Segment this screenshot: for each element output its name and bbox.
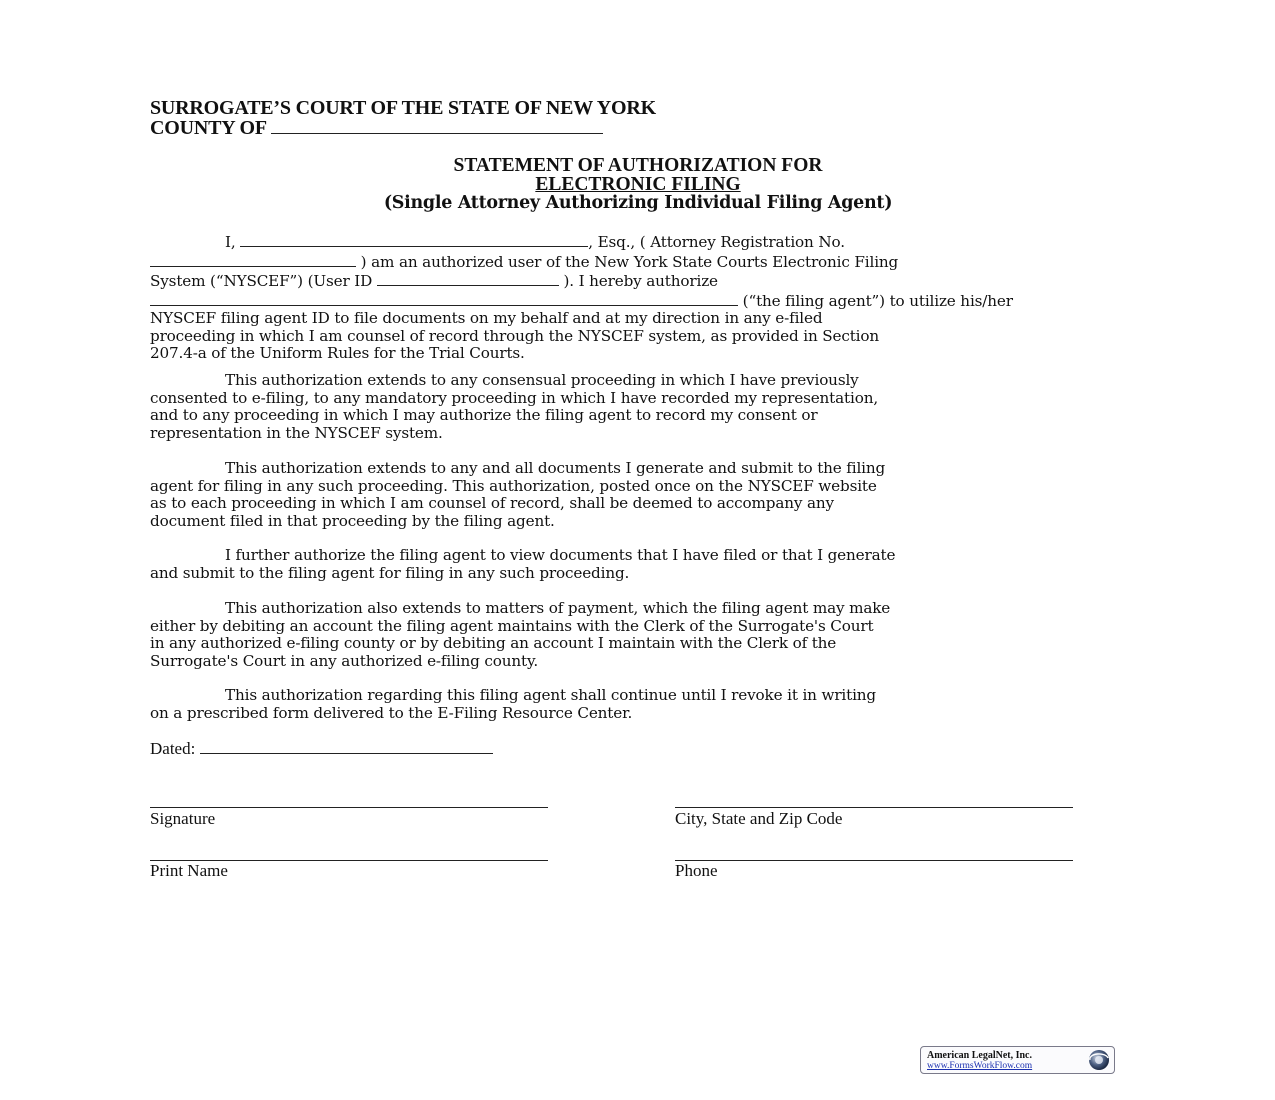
title-line-1: STATEMENT OF AUTHORIZATION FOR	[453, 155, 823, 176]
county-line	[150, 118, 656, 138]
title-line-2: ELECTRONIC FILING	[535, 174, 741, 195]
paragraph-payment: This authorization also extends to matters of payment, which the filing agent may make either by debiting an account the filing agent maintains with the Clerk of the Surrogate's Court in any authorized e-filing county or by debiting an account I maintain with the Clerk of the Surrogate's Court in any authorized e-filing county.	[150, 599, 891, 670]
city-state-zip-field[interactable]	[675, 807, 1073, 808]
paragraph-revocation: This authorization regarding this filing agent shall continue until I revoke it in writing on a prescribed form delivered to the E-Filing Resource Center.	[150, 686, 877, 722]
dated-row	[150, 739, 493, 759]
paragraph-view-documents: I further authorize the filing agent to view documents that I have filed or that I generate and submit to the filing agent for filing in any such proceeding.	[150, 546, 896, 582]
court-header	[150, 98, 656, 138]
registration-number-field[interactable]	[150, 252, 356, 267]
badge-company-name: American LegalNet, Inc.	[927, 1050, 1032, 1061]
document-title	[150, 156, 1126, 213]
city-state-zip-label: City, State and Zip Code	[675, 809, 843, 828]
user-id-field[interactable]	[377, 271, 559, 286]
signature-field[interactable]	[150, 807, 548, 808]
globe-logo-icon	[1087, 1049, 1111, 1071]
filing-agent-name-field[interactable]	[150, 291, 738, 306]
date-field[interactable]	[200, 739, 493, 754]
american-legalnet-badge[interactable]	[920, 1046, 1115, 1074]
badge-website-link[interactable]: www.FormsWorkFlow.com	[927, 1061, 1033, 1071]
dated-label: Dated:	[150, 739, 196, 758]
paragraph-consensual-proceedings: This authorization extends to any consensual proceeding in which I have previously consented to e-filing, to any mandatory proceeding in which I have recorded my representation, and to any proceeding in which I may authorize the filing agent to record my consent or representation in the NYSCEF system.	[150, 371, 879, 442]
county-label: COUNTY OF	[150, 117, 267, 139]
paragraph-authorization: I, , Esq., ( Attorney Registration No. ) am an authorized user of the New York State Courts Electronic Filing System (“NYSCEF”) (User ID ). I hereby authorize (“the filing agent”) to utilize his/her NYSCEF filing agent ID to file documents on my behalf and at my direction in any e-filed proceeding in which I am counsel of record through the NYSCEF system, as provided in Section 207.4-a of the Uniform Rules for the Trial Courts.	[150, 233, 1013, 362]
county-blank-field[interactable]	[271, 119, 603, 134]
signature-label: Signature	[150, 809, 216, 828]
court-name: SURROGATE’S COURT OF THE STATE OF NEW YORK	[150, 97, 656, 119]
phone-field[interactable]	[675, 860, 1073, 861]
paragraph-documents: This authorization extends to any and all documents I generate and submit to the filing agent for filing in any such proceeding. This authorization, posted once on the NYSCEF website as to each proceeding in which I am counsel of record, shall be deemed to accompany any document filed in that proceeding by the filing agent.	[150, 459, 886, 530]
phone-label: Phone	[675, 861, 718, 880]
title-subtitle: (Single Attorney Authorizing Individual Filing Agent)	[383, 193, 893, 213]
print-name-label: Print Name	[150, 861, 228, 880]
attorney-name-field[interactable]	[240, 232, 588, 247]
